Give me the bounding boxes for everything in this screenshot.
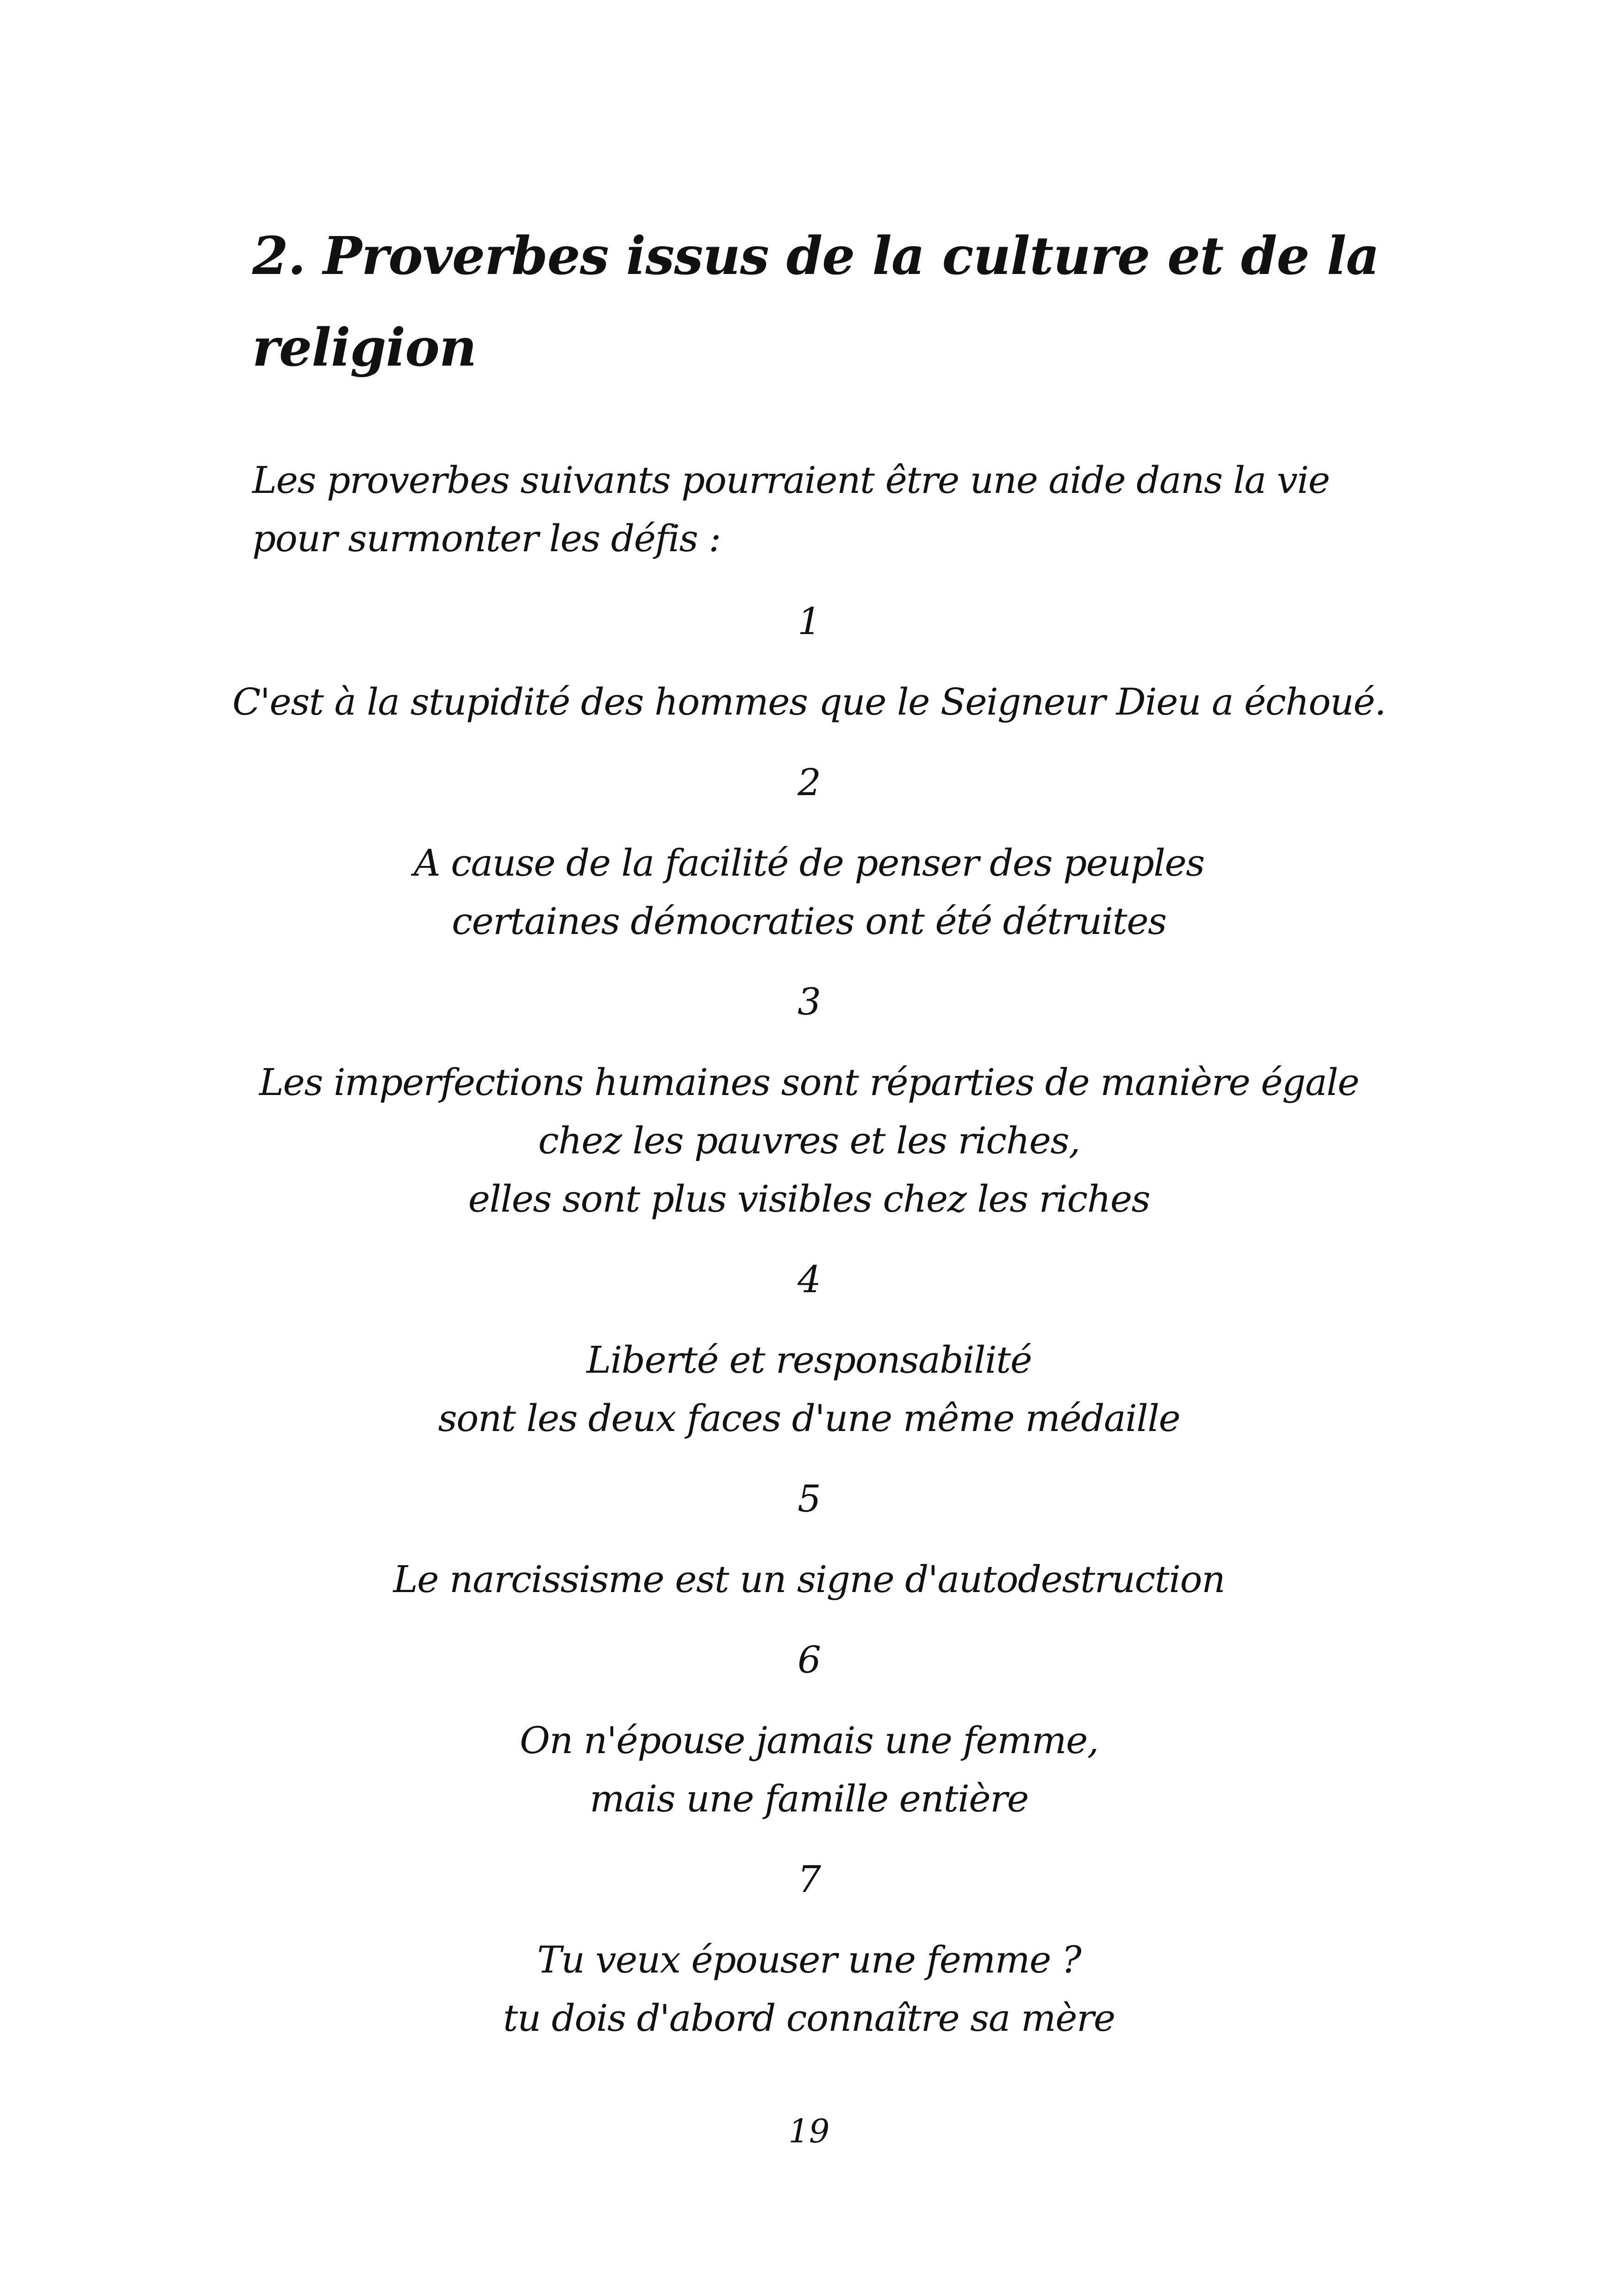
proverb-text bbox=[0, 1711, 1618, 1828]
proverb-line: chez les pauvres et les riches, bbox=[538, 1119, 1080, 1162]
section-heading: 2. Proverbes issus de la culture et de la religion bbox=[252, 226, 1379, 378]
proverb-line: Les imperfections humaines sont réparties de manière égale bbox=[259, 1061, 1359, 1104]
proverb-text bbox=[0, 673, 1618, 731]
proverb-text bbox=[0, 1053, 1618, 1228]
proverb-line: Tu veux épouser une femme ? bbox=[537, 1938, 1081, 1981]
proverb-number: 4 bbox=[797, 1258, 821, 1301]
proverb-item bbox=[0, 973, 1618, 1228]
proverb-line: Liberté et responsabilité bbox=[586, 1338, 1032, 1381]
proverb-number: 7 bbox=[797, 1858, 821, 1901]
proverb-item bbox=[0, 1631, 1618, 1828]
proverb-text bbox=[0, 1331, 1618, 1448]
proverb-line: tu dois d'abord connaître sa mère bbox=[503, 1997, 1115, 2040]
proverb-line: A cause de la facilité de penser des peuples bbox=[414, 841, 1204, 884]
proverb-line: Le narcissisme est un signe d'autodestruction bbox=[393, 1558, 1225, 1601]
proverb-item bbox=[0, 1850, 1618, 2047]
proverb-number: 6 bbox=[797, 1638, 821, 1681]
proverb-line: On n'épouse jamais une femme, bbox=[519, 1719, 1098, 1762]
proverb-number: 5 bbox=[797, 1477, 821, 1520]
proverb-number: 3 bbox=[797, 980, 821, 1023]
proverb-item bbox=[0, 592, 1618, 731]
proverb-line: mais une famille entière bbox=[590, 1777, 1028, 1820]
proverb-line: sont les deux faces d'une même médaille bbox=[438, 1397, 1180, 1440]
proverb-line: elles sont plus visibles chez les riches bbox=[468, 1177, 1150, 1220]
proverb-item bbox=[0, 1251, 1618, 1448]
proverb-line: certaines démocraties ont été détruites bbox=[452, 900, 1166, 943]
proverb-number: 1 bbox=[797, 600, 821, 643]
proverb-item bbox=[0, 1470, 1618, 1609]
proverb-text bbox=[0, 834, 1618, 951]
proverb-text bbox=[0, 1550, 1618, 1609]
intro-paragraph: Les proverbes suivants pourraient être une aide dans la vie pour surmonter les défis : bbox=[252, 459, 1330, 560]
proverb-text bbox=[0, 1931, 1618, 2047]
proverb-list bbox=[0, 592, 1618, 2070]
proverb-line: C'est à la stupidité des hommes que le Seigneur Dieu a échoué. bbox=[232, 680, 1386, 723]
proverb-number: 2 bbox=[797, 761, 821, 804]
proverb-item bbox=[0, 753, 1618, 951]
page-number: 19 bbox=[788, 2112, 830, 2150]
